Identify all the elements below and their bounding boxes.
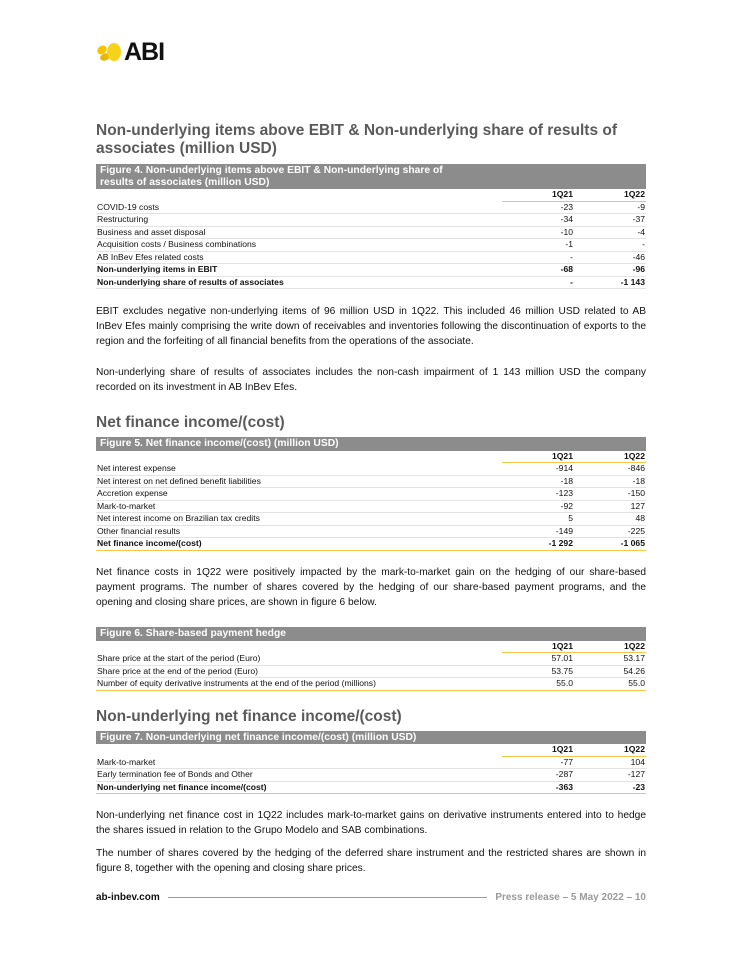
table-row: Other financial results -149 -225 <box>97 525 645 536</box>
table-row: Share price at the end of the period (Euro) 53.75 54.26 <box>97 665 645 676</box>
figure-4-table <box>96 189 646 289</box>
figure-7-table <box>96 744 646 794</box>
section-heading-non-underlying-items: Non-underlying items above EBIT & Non-underlying share of results of associates (million USD) <box>96 122 618 157</box>
table-header-row: 1Q21 1Q22 <box>96 641 646 653</box>
table-row: Net interest expense -914 -846 <box>97 463 645 474</box>
section-heading-non-underlying-net-finance: Non-underlying net finance income/(cost) <box>96 707 402 725</box>
paragraph: Non-underlying net finance cost in 1Q22 includes mark-to-market gains on derivative instruments entered into to hedge the shares issued in relation to the Grupo Modelo and SAB combinations. <box>96 810 646 837</box>
figure-4 <box>96 164 646 289</box>
paragraph: Non-underlying share of results of associates includes the non-cash impairment of 1 143 million USD the company recorded on its investment in AB InBev Efes. <box>96 366 646 393</box>
table-row-total: Non-underlying net finance income/(cost) -363 -23 <box>97 781 645 792</box>
table-row: Mark-to-market -92 127 <box>97 500 645 511</box>
footer-release-info: Press release – 5 May 2022 – 10 <box>495 892 646 903</box>
page-footer <box>96 892 646 903</box>
figure-5-title: Figure 5. Net finance income/(cost) (million USD) <box>96 437 646 451</box>
figure-7-title: Figure 7. Non-underlying net finance income/(cost) (million USD) <box>96 731 646 745</box>
figure-6 <box>96 627 646 691</box>
table-row: Restructuring -34 -37 <box>97 214 645 225</box>
table-row-total: Non-underlying share of results of associates - -1 143 <box>97 276 645 287</box>
table-header-row: 1Q21 1Q22 <box>96 189 646 201</box>
footer-website-link[interactable]: ab-inbev.com <box>96 892 160 903</box>
logo-text: ABI <box>124 38 165 66</box>
figure-7 <box>96 731 646 795</box>
figure-5 <box>96 437 646 551</box>
table-row: Net interest on net defined benefit liabilities -18 -18 <box>97 475 645 486</box>
table-row: Early termination fee of Bonds and Other -287 -127 <box>97 769 645 780</box>
table-row: Business and asset disposal -10 -4 <box>97 226 645 237</box>
page-content <box>96 120 646 876</box>
figure-6-title: Figure 6. Share-based payment hedge <box>96 627 646 641</box>
table-row: Net interest income on Brazilian tax credits 5 48 <box>97 513 645 524</box>
table-row: Number of equity derivative instruments at the end of the period (millions) 55.0 55.0 <box>97 678 645 689</box>
footer-divider <box>168 897 488 898</box>
abi-leaf-icon <box>96 41 122 63</box>
abi-logo <box>96 40 164 64</box>
table-row: Mark-to-market -77 104 <box>97 756 645 767</box>
table-row: Acquisition costs / Business combinations -1 - <box>97 239 645 250</box>
table-header-row: 1Q21 1Q22 <box>96 744 646 756</box>
figure-6-table <box>96 641 646 691</box>
table-row-total: Net finance income/(cost) -1 292 -1 065 <box>97 538 645 549</box>
paragraph: EBIT excludes negative non-underlying items of 96 million USD in 1Q22. This included 46 million USD related to AB InBev Efes mainly comprising the write down of receivables and inventories following the discontinuation of exports to the region and the forfeiting of all financial benefits from the operations of the associate. <box>96 306 646 348</box>
table-row: COVID-19 costs -23 -9 <box>97 201 645 212</box>
table-row: AB InBev Efes related costs - -46 <box>97 251 645 262</box>
table-row: Share price at the start of the period (Euro) 57.01 53.17 <box>97 653 645 664</box>
table-row: Accretion expense -123 -150 <box>97 488 645 499</box>
section-heading-net-finance: Net finance income/(cost) <box>96 414 285 432</box>
table-row-subtotal: Non-underlying items in EBIT -68 -96 <box>97 264 645 275</box>
paragraph: Net finance costs in 1Q22 were positively impacted by the mark-to-market gain on the hedging of our share-based payment programs. The number of shares covered by the hedging of our share-based payment programs, and the opening and closing share prices, are shown in figure 6 below. <box>96 566 646 608</box>
paragraph: The number of shares covered by the hedging of the deferred share instrument and the restricted shares are shown in figure 8, together with the opening and closing share prices. <box>96 847 646 874</box>
table-header-row: 1Q21 1Q22 <box>96 451 646 463</box>
figure-4-title: Figure 4. Non-underlying items above EBIT & Non-underlying share of results of associates (million USD) <box>96 164 646 189</box>
figure-5-table <box>96 451 646 551</box>
